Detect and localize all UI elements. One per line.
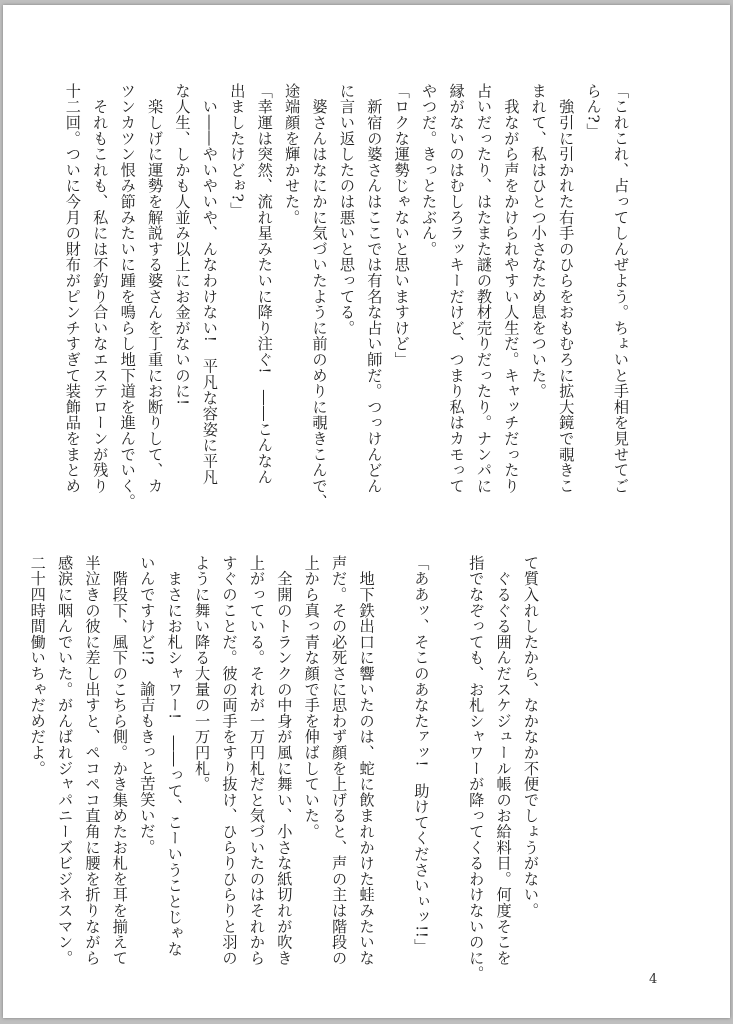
text-column: 「幸運は突然、流れ星みたいに降り注ぐ! ――こんなん xyxy=(255,83,274,485)
text-column: やつだ。きっとたぶん。 xyxy=(420,83,439,257)
text-column: まれて、私はひとつ小さなため息をついた。 xyxy=(529,83,548,399)
text-column: 強引に引かれた右手のひらをおもむろに拡大鏡で覗きこ xyxy=(557,83,576,494)
text-column: いんですけど!? 諭吉もきっと苦笑いだ。 xyxy=(138,555,157,855)
text-column: ぐるぐる囲んだスケジュール帳のお給料日。何度そこを xyxy=(494,555,513,966)
text-block-bottom xyxy=(0,555,544,982)
text-column: 出ましたけどぉ?」 xyxy=(228,83,247,219)
text-column: すぐのことだ。彼の両手をすり抜け、ひらりひらりと羽の xyxy=(220,555,239,966)
text-column: 占いだったり、はたまた謎の教材売りだったり。ナンパに xyxy=(474,83,493,494)
text-column: ツンカツン恨み節みたいに踵を鳴らし地下道を進んでいく。 xyxy=(118,83,137,510)
book-page xyxy=(3,5,730,1018)
text-column: ように舞い降る大量の一万円札。 xyxy=(193,555,212,792)
text-column: 指でなぞっても、お札シャワーが降ってくるわけないのに。 xyxy=(467,555,486,982)
text-column: 新宿の婆さんはここでは有名な占い師だ。つっけんどん xyxy=(365,83,384,494)
text-column: 二十四時間働いちゃだめだよ。 xyxy=(28,555,47,777)
text-column: 「ロクな運勢じゃないと思いますけど」 xyxy=(392,83,411,368)
text-column: 我ながら声をかけられやすい人生だ。キャッチだったり xyxy=(502,83,521,494)
text-column: 途端顔を輝かせた。 xyxy=(283,83,302,226)
text-column: 楽しげに運勢を解説する婆さんを丁重にお断りして、カ xyxy=(146,83,165,494)
text-column: まさにお札シャワー! ――って、こーいうことじゃな xyxy=(165,555,184,957)
text-column: な人生、しかも人並み以上にお金がないのに! xyxy=(173,83,192,406)
text-column: 全開のトランクの中身が風に舞い、小さな紙切れが吹き xyxy=(275,555,294,966)
text-column: それもこれも、私には不釣り合いなエステローンが残り xyxy=(91,83,110,494)
text-column: 婆さんはなにかに気づいたように前のめりに覗きこんで、 xyxy=(310,83,329,510)
text-column: 半泣きの彼に差し出すと、ペコペコ直角に腰を折りながら xyxy=(83,555,102,966)
text-column xyxy=(434,555,461,955)
text-column: 声だ。その必死さに思わず顔を上げると、声の主は階段の xyxy=(330,555,349,966)
text-column: 上がっている。それが一万円札だと気づいたのはそれから xyxy=(247,555,266,966)
text-column xyxy=(380,555,407,955)
text-column: 十二回。ついに今月の財布がピンチすぎて装飾品をまとめ xyxy=(63,83,82,494)
text-block-top xyxy=(58,83,634,510)
text-column: 「ああッ、そこのあなたァッ! 助けてくださいぃッ!!」 xyxy=(412,555,431,955)
text-column: 地下鉄出口に響いたのは、蛇に飲まれかけた蛙みたいな xyxy=(357,555,376,966)
text-column: に言い返したのは悪いと思ってる。 xyxy=(337,83,356,336)
text-column: 「これこれ、占ってしんぜよう。ちょいと手相を見せてご xyxy=(612,83,630,494)
text-column: 縁がないのはむしろラッキーだけど、つまり私はカモって xyxy=(447,83,466,494)
text-column: て質入れしたから、なかなか不便でしょうがない。 xyxy=(522,555,540,919)
text-column: 上から真っ青な顔で手を伸ばしていた。 xyxy=(302,555,321,840)
page-number: 4 xyxy=(649,972,658,987)
text-column: 感涙に咽んでいた。がんばれジャパニーズビジネスマン。 xyxy=(56,555,75,966)
text-column: らん?」 xyxy=(584,83,603,140)
text-column: 階段下、風下のこちら側。かき集めたお札を耳を揃えて xyxy=(110,555,129,966)
text-column xyxy=(0,555,23,955)
text-column: い――やいやいや、んなわけない! 平凡な容姿に平凡 xyxy=(200,83,219,485)
